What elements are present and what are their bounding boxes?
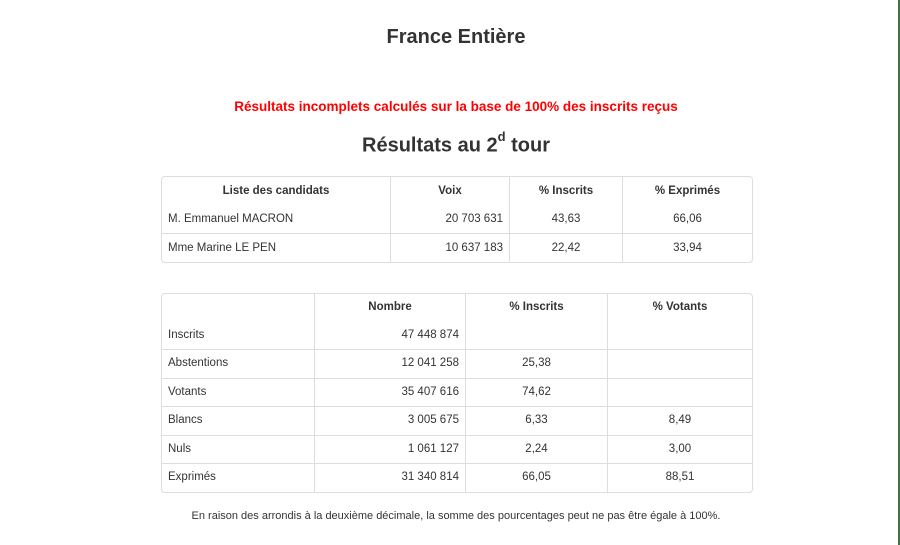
turnout-count: 35 407 616 [315,379,466,408]
page-title: France Entière [386,26,526,48]
incomplete-results-warning: Résultats incomplets calculés sur la base de 100% des inscrits reçus [234,99,678,114]
turnout-table [161,293,753,493]
candidate-pct-expressed: 33,94 [673,242,702,254]
candidates-header-row [162,177,752,205]
candidate-votes: 20 703 631 [391,205,510,234]
turnout-count: 1 061 127 [315,436,466,465]
table-row [162,379,752,408]
turnout-pct-registered: 74,62 [466,379,608,408]
turnout-label: Inscrits [162,322,315,351]
turnout-count: 12 041 258 [315,350,466,379]
turnout-label: Exprimés [162,464,315,492]
turnout-pct-registered: 25,38 [466,350,608,379]
candidate-votes: 10 637 183 [391,234,510,262]
round-heading [0,129,900,158]
table-row [162,322,752,351]
table-row [162,436,752,465]
candidate-pct-registered: 22,42 [510,234,623,262]
turnout-header-pct-registered: % Inscrits [466,294,608,322]
turnout-pct-voters: 8,49 [608,407,752,436]
candidates-table [161,176,753,263]
candidate-pct-registered: 43,63 [510,205,623,234]
candidates-header-pct-expressed: % Exprimés [654,185,721,197]
table-row [162,407,752,436]
candidate-pct-expressed: 66,06 [623,205,752,234]
turnout-label: Nuls [162,436,315,465]
round-heading-suffix: tour [505,134,550,157]
candidate-name: Mme Marine LE PEN [162,234,391,262]
candidates-header-pct-registered: % Inscrits [510,177,623,205]
turnout-pct-registered [466,322,608,351]
turnout-pct-voters [608,350,752,379]
candidates-header-name: Liste des candidats [162,177,391,205]
table-row [162,350,752,379]
table-row [162,205,752,234]
candidate-name: M. Emmanuel MACRON [162,205,391,234]
turnout-header-pct-voters: % Votants [652,301,708,313]
round-heading-prefix: Résultats au 2 [362,134,498,157]
turnout-pct-registered: 6,33 [466,407,608,436]
turnout-label: Abstentions [162,350,315,379]
turnout-count: 3 005 675 [315,407,466,436]
rounding-footnote: En raison des arrondis à la deuxième décimale, la somme des pourcentages peut ne pas être égale à 100%. [191,510,721,522]
turnout-header-count: Nombre [315,294,466,322]
turnout-header-empty [162,294,315,322]
turnout-count: 47 448 874 [315,322,466,351]
turnout-label: Blancs [162,407,315,436]
turnout-pct-voters: 3,00 [608,436,752,465]
table-row [162,464,752,492]
turnout-count: 31 340 814 [315,464,466,492]
turnout-pct-voters: 88,51 [665,471,695,483]
turnout-pct-registered: 66,05 [466,464,608,492]
turnout-header-row [162,294,752,322]
round-heading-superscript: d [497,129,506,144]
turnout-pct-voters [608,379,752,408]
table-row [162,234,752,262]
turnout-pct-voters [608,322,752,351]
candidates-header-votes: Voix [391,177,510,205]
turnout-pct-registered: 2,24 [466,436,608,465]
turnout-label: Votants [162,379,315,408]
